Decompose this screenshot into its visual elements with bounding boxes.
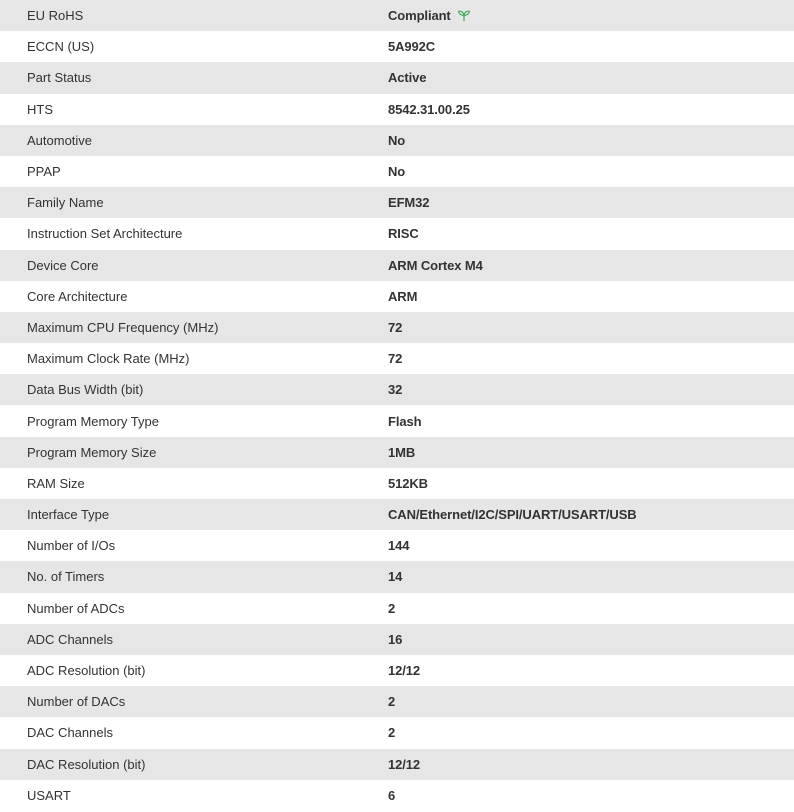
spec-row — [0, 250, 794, 281]
spec-value — [388, 655, 794, 686]
spec-row — [0, 655, 794, 686]
spec-value — [388, 499, 794, 530]
spec-label: Part Status — [27, 70, 92, 86]
spec-label: DAC Resolution (bit) — [27, 756, 146, 772]
spec-value — [388, 187, 794, 218]
spec-value — [388, 156, 794, 187]
spec-value-text: 72 — [388, 319, 403, 335]
spec-value-text: 32 — [388, 382, 403, 398]
spec-value-text: ARM Cortex M4 — [388, 257, 483, 273]
spec-row — [0, 624, 794, 655]
spec-value — [388, 530, 794, 561]
spec-label: Core Architecture — [27, 288, 128, 304]
spec-label: Data Bus Width (bit) — [27, 382, 144, 398]
spec-row — [0, 343, 794, 374]
spec-label: Maximum Clock Rate (MHz) — [27, 351, 190, 367]
spec-value-text: 12/12 — [388, 756, 421, 772]
spec-row — [0, 187, 794, 218]
spec-label: Number of ADCs — [27, 600, 125, 616]
spec-row — [0, 62, 794, 93]
spec-row — [0, 717, 794, 748]
spec-value — [388, 624, 794, 655]
spec-value-text: No — [388, 164, 406, 180]
spec-row — [0, 0, 794, 31]
spec-value-text: No — [388, 132, 406, 148]
spec-label: No. of Timers — [27, 569, 105, 585]
spec-value-text: 2 — [388, 725, 396, 741]
spec-label: EU RoHS — [27, 8, 84, 24]
spec-label: DAC Channels — [27, 725, 113, 741]
spec-value-text: Active — [388, 70, 427, 86]
spec-value-text: Flash — [388, 413, 422, 429]
spec-row — [0, 499, 794, 530]
spec-label: Number of DACs — [27, 694, 126, 710]
spec-value-text: 1MB — [388, 444, 416, 460]
spec-value — [388, 250, 794, 281]
spec-row — [0, 94, 794, 125]
spec-row — [0, 405, 794, 436]
spec-label: USART — [27, 787, 71, 803]
spec-value-text: 72 — [388, 351, 403, 367]
spec-value-text: RISC — [388, 226, 419, 242]
spec-value — [388, 218, 794, 249]
spec-row — [0, 125, 794, 156]
spec-value — [388, 374, 794, 405]
spec-value — [388, 686, 794, 717]
spec-label: Interface Type — [27, 507, 110, 523]
spec-label: RAM Size — [27, 475, 85, 491]
leaf-icon — [457, 8, 471, 22]
spec-value — [388, 312, 794, 343]
spec-value-text: 512KB — [388, 475, 428, 491]
spec-label: Device Core — [27, 257, 99, 273]
spec-row — [0, 468, 794, 499]
spec-value-text: 2 — [388, 694, 396, 710]
spec-label: Program Memory Type — [27, 413, 159, 429]
spec-row — [0, 374, 794, 405]
spec-value — [388, 561, 794, 592]
spec-value — [388, 125, 794, 156]
spec-value-text: CAN/Ethernet/I2C/SPI/UART/USART/USB — [388, 507, 637, 523]
spec-row — [0, 31, 794, 62]
spec-value — [388, 405, 794, 436]
spec-row — [0, 437, 794, 468]
spec-value — [388, 0, 794, 31]
spec-value — [388, 780, 794, 811]
spec-label: ADC Channels — [27, 631, 113, 647]
spec-value-text: 14 — [388, 569, 403, 585]
spec-label: ADC Resolution (bit) — [27, 663, 146, 679]
spec-value-text: 16 — [388, 631, 403, 647]
spec-row — [0, 780, 794, 811]
spec-value — [388, 437, 794, 468]
spec-label: HTS — [27, 101, 53, 117]
spec-value-text: 12/12 — [388, 663, 421, 679]
spec-row — [0, 312, 794, 343]
spec-value-text: Compliant — [388, 8, 451, 24]
spec-value — [388, 468, 794, 499]
spec-row — [0, 593, 794, 624]
spec-label: Automotive — [27, 132, 93, 148]
spec-row — [0, 281, 794, 312]
spec-row — [0, 530, 794, 561]
spec-value — [388, 593, 794, 624]
spec-row — [0, 749, 794, 780]
spec-label: PPAP — [27, 164, 61, 180]
spec-value — [388, 31, 794, 62]
spec-value — [388, 281, 794, 312]
spec-label: Program Memory Size — [27, 444, 157, 460]
spec-row — [0, 218, 794, 249]
spec-value-text: 6 — [388, 787, 396, 803]
spec-value-text: ARM — [388, 288, 418, 304]
spec-row — [0, 156, 794, 187]
spec-row — [0, 686, 794, 717]
spec-value — [388, 94, 794, 125]
spec-row — [0, 561, 794, 592]
spec-value-text: 2 — [388, 600, 396, 616]
spec-label: Family Name — [27, 195, 104, 211]
spec-value-text: 8542.31.00.25 — [388, 101, 470, 117]
spec-value-text: 5A992C — [388, 39, 436, 55]
spec-value — [388, 749, 794, 780]
spec-value — [388, 343, 794, 374]
spec-value-text: 144 — [388, 538, 410, 554]
spec-value — [388, 717, 794, 748]
spec-label: Number of I/Os — [27, 538, 116, 554]
spec-value — [388, 62, 794, 93]
spec-label: ECCN (US) — [27, 39, 95, 55]
spec-value-text: EFM32 — [388, 195, 430, 211]
spec-label: Maximum CPU Frequency (MHz) — [27, 319, 219, 335]
spec-label: Instruction Set Architecture — [27, 226, 183, 242]
